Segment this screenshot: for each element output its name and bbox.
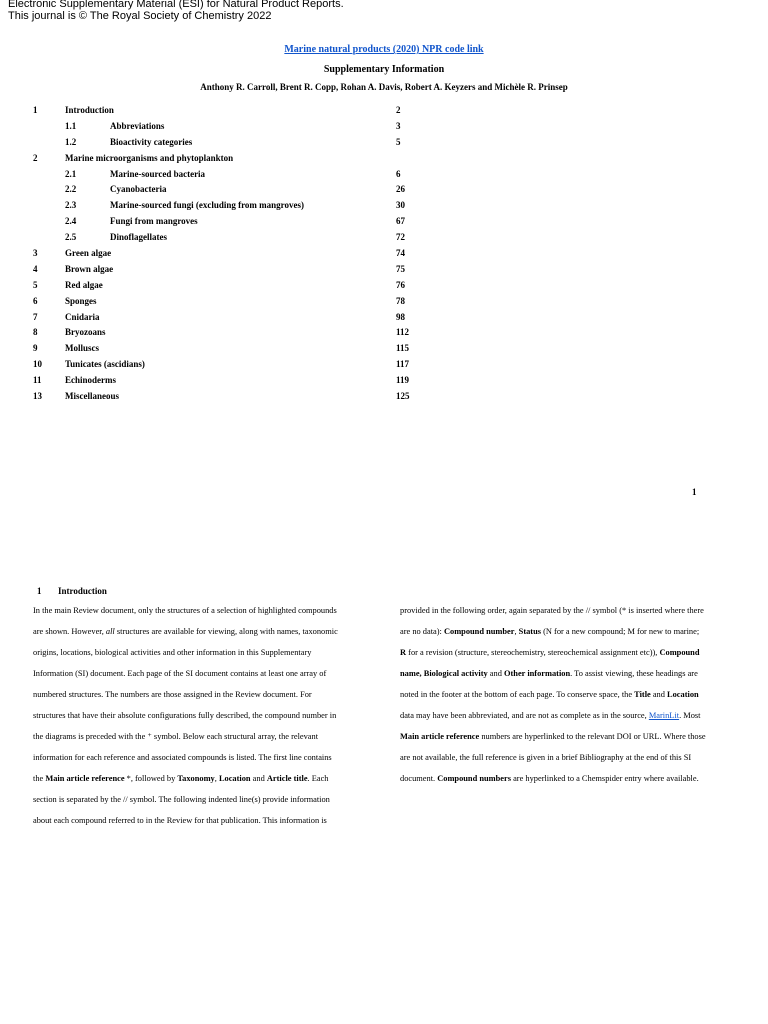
text-run: about each compound referred to in the Review for that publication. This information is (33, 816, 327, 825)
author-list (0, 82, 768, 92)
text-run: Title (634, 690, 651, 699)
text-run: are no data): (400, 627, 444, 636)
toc-item-title: Cnidaria (65, 311, 100, 322)
toc-item[interactable] (0, 341, 768, 357)
text-run: provided in the following order, again separated by the // symbol (* is inserted where there (400, 606, 704, 615)
toc-item[interactable] (0, 151, 768, 167)
text-run: , (514, 627, 519, 636)
text-line (400, 747, 737, 768)
text-line (400, 621, 737, 642)
introduction-column-right (400, 600, 737, 789)
text-run: for a revision (structure, stereochemistry, stereochemical assignment etc)), (406, 648, 660, 657)
toc-item-page: 2 (396, 105, 401, 115)
introduction-column-left (33, 600, 367, 831)
toc-item-page: 3 (396, 120, 401, 131)
toc-item[interactable] (0, 262, 768, 278)
text-line (400, 684, 737, 705)
toc-item-number: 13 (33, 391, 42, 402)
text-run: noted in the footer at the bottom of each page. To conserve space, the (400, 690, 635, 699)
text-run: are not available, the full reference is given in a brief Bibliography at the end of this SI (400, 753, 692, 762)
toc-item-title: Echinoderms (65, 375, 117, 386)
toc-item-title: Tunicates (ascidians) (65, 359, 145, 370)
toc-item-page: 6 (396, 168, 401, 179)
toc-item-number: 4 (33, 263, 38, 274)
text-run: In the main Review document, only the structures of a selection of highlighted compounds (33, 606, 337, 615)
text-line (400, 768, 737, 789)
toc-item-number: 3 (33, 248, 38, 259)
toc-item[interactable] (0, 103, 768, 119)
toc-item-title: Marine-sourced bacteria (110, 168, 206, 179)
text-run: structures that have their absolute configurations fully described, the compound number in (33, 711, 337, 720)
toc-item-title: Marine microorganisms and phytoplankton (65, 152, 234, 163)
toc-item-page: 76 (396, 279, 405, 290)
toc-item-number: 1 (33, 105, 38, 115)
text-run: Taxonomy (177, 774, 215, 783)
text-run: Location (218, 774, 251, 783)
text-run: Main article reference (45, 774, 125, 783)
toc-item[interactable] (0, 246, 768, 262)
toc-item-title: Sponges (65, 295, 97, 306)
text-run: Other information (503, 669, 571, 678)
text-line (400, 642, 737, 663)
toc-item-title: Green algae (65, 248, 112, 259)
document-subtitle: Supplementary Information (323, 64, 445, 75)
toc-item-number: 10 (33, 359, 42, 370)
table-of-contents (0, 103, 768, 405)
toc-item-page: 72 (396, 232, 405, 243)
toc-item-number: 2.4 (65, 216, 77, 227)
toc-item-title: Red algae (65, 279, 103, 290)
toc-item-title: Brown algae (65, 263, 114, 274)
text-line (33, 663, 367, 684)
esi-header (8, 0, 344, 22)
document-title (0, 44, 768, 55)
toc-item-page: 112 (396, 327, 410, 338)
toc-item[interactable] (0, 310, 768, 326)
text-run: and (250, 774, 267, 783)
text-run: data may have been abbreviated, and are not as complete as in the source, (400, 711, 649, 720)
toc-item-title: Dinoflagellates (110, 232, 167, 243)
toc-item[interactable] (0, 325, 768, 341)
text-line (33, 642, 367, 663)
text-run: name, Biological activity (400, 669, 488, 678)
toc-item-number: 9 (33, 343, 38, 354)
text-run: . Each (307, 774, 329, 783)
toc-item-number: 5 (33, 279, 38, 290)
toc-item-number: 6 (33, 295, 38, 306)
toc-item-number: 2.1 (65, 168, 77, 179)
text-run: numbered structures. The numbers are those assigned in the Review document. For (33, 690, 312, 699)
toc-item-number: 11 (33, 375, 42, 386)
toc-item-page: 30 (396, 200, 405, 211)
toc-item[interactable] (0, 135, 768, 151)
marinlit-link[interactable]: MarinLit (648, 711, 680, 720)
text-line (400, 663, 737, 684)
toc-item-title: Miscellaneous (65, 391, 119, 402)
toc-item[interactable] (0, 278, 768, 294)
text-run: *, followed by (124, 774, 178, 783)
toc-item-page: 67 (396, 216, 405, 227)
toc-item-number: 2.5 (65, 232, 77, 243)
text-line (33, 684, 367, 705)
text-run: and (487, 669, 504, 678)
toc-item-number: 1.1 (65, 120, 77, 131)
toc-item[interactable] (0, 357, 768, 373)
text-run: numbers are hyperlinked to the relevant DOI or URL. Where those (479, 732, 706, 741)
text-run: the (33, 774, 46, 783)
text-line (400, 726, 737, 747)
text-line (33, 768, 367, 789)
toc-item[interactable] (0, 214, 768, 230)
text-line (400, 705, 737, 726)
toc-item-page: 125 (396, 391, 410, 402)
text-run: . To assist viewing, these headings are (570, 669, 698, 678)
toc-item[interactable] (0, 389, 768, 405)
text-run: are shown. However, (33, 627, 106, 636)
toc-item-page: 119 (396, 375, 410, 386)
text-run: are hyperlinked to a Chemspider entry where available. (511, 774, 699, 783)
text-run: Information (SI) document. Each page of the SI document contains at least one array of (33, 669, 327, 678)
text-run: origins, locations, biological activities and other information in this Supplementary (33, 648, 312, 657)
text-line (33, 705, 367, 726)
toc-item-title: Introduction (65, 105, 114, 115)
text-run: Main article reference (400, 732, 480, 741)
esi-header-line1: Electronic Supplementary Material (ESI) for Natural Product Reports. (8, 0, 344, 10)
authors-text: Anthony R. Carroll, Brent R. Copp, Rohan A. Davis, Robert A. Keyzers and Michèle R. Prinsep (200, 82, 568, 92)
text-line (33, 789, 367, 810)
text-run: section is separated by the // symbol. The following indented line(s) provide information (33, 795, 330, 804)
toc-item-number: 8 (33, 327, 38, 338)
toc-item-page: 98 (396, 311, 405, 322)
page-number: 1 (692, 487, 697, 497)
text-line (33, 726, 367, 747)
toc-item[interactable] (0, 119, 768, 135)
text-run: document. (400, 774, 438, 783)
esi-header-line2: This journal is © The Royal Society of Chemistry 2022 (8, 10, 272, 22)
text-run: Location (667, 690, 699, 699)
toc-item-page: 74 (396, 248, 405, 259)
toc-item-number: 1.2 (65, 136, 77, 147)
toc-item-page: 78 (396, 295, 405, 306)
text-line (33, 600, 367, 621)
text-run: the diagrams is preceded with the ⁺ symbol. Below each structural array, the relevant (33, 732, 319, 741)
toc-item-title: Marine-sourced fungi (excluding from mangroves) (110, 200, 304, 211)
toc-item[interactable] (0, 230, 768, 246)
npr-code-link[interactable]: Marine natural products (2020) NPR code link (284, 44, 484, 55)
toc-item-page: 117 (396, 359, 410, 370)
text-run: Article title (266, 774, 308, 783)
text-run: and (650, 690, 668, 699)
section-number: 1 (37, 586, 42, 596)
text-run: , (214, 774, 219, 783)
text-run: all (105, 627, 115, 636)
toc-item[interactable] (0, 294, 768, 310)
toc-item-page: 115 (396, 343, 410, 354)
text-run: Compound number (443, 627, 515, 636)
toc-item-title: Abbreviations (110, 120, 165, 131)
text-run: structures are available for viewing, along with names, taxonomic (114, 627, 338, 636)
toc-item[interactable] (0, 182, 768, 198)
toc-item-title: Bryozoans (65, 327, 106, 338)
toc-item-page: 5 (396, 136, 401, 147)
toc-item-number: 2.3 (65, 200, 77, 211)
toc-item-title: Molluscs (65, 343, 100, 354)
toc-item[interactable] (0, 373, 768, 389)
text-run: R (400, 648, 407, 657)
toc-item[interactable] (0, 198, 768, 214)
toc-item[interactable] (0, 167, 768, 183)
text-run: Compound (659, 648, 700, 657)
toc-item-page: 26 (396, 184, 405, 195)
toc-item-title: Bioactivity categories (110, 136, 193, 147)
toc-item-number: 2.2 (65, 184, 77, 195)
toc-item-number: 7 (33, 311, 38, 322)
text-line (400, 600, 737, 621)
text-run: (N for a new compound; M for new to marine; (541, 627, 700, 636)
text-line (33, 810, 367, 831)
toc-item-title: Cyanobacteria (110, 184, 167, 195)
text-run: information for each reference and associated compounds is listed. The first line contains (33, 753, 332, 762)
text-line (33, 747, 367, 768)
text-line (33, 621, 367, 642)
toc-item-page: 75 (396, 263, 405, 274)
toc-item-title: Fungi from mangroves (110, 216, 198, 227)
section-title: Introduction (58, 586, 107, 596)
text-run: Status (518, 627, 541, 636)
toc-item-number: 2 (33, 152, 38, 163)
text-run: . Most (679, 711, 701, 720)
text-run: Compound numbers (437, 774, 511, 783)
